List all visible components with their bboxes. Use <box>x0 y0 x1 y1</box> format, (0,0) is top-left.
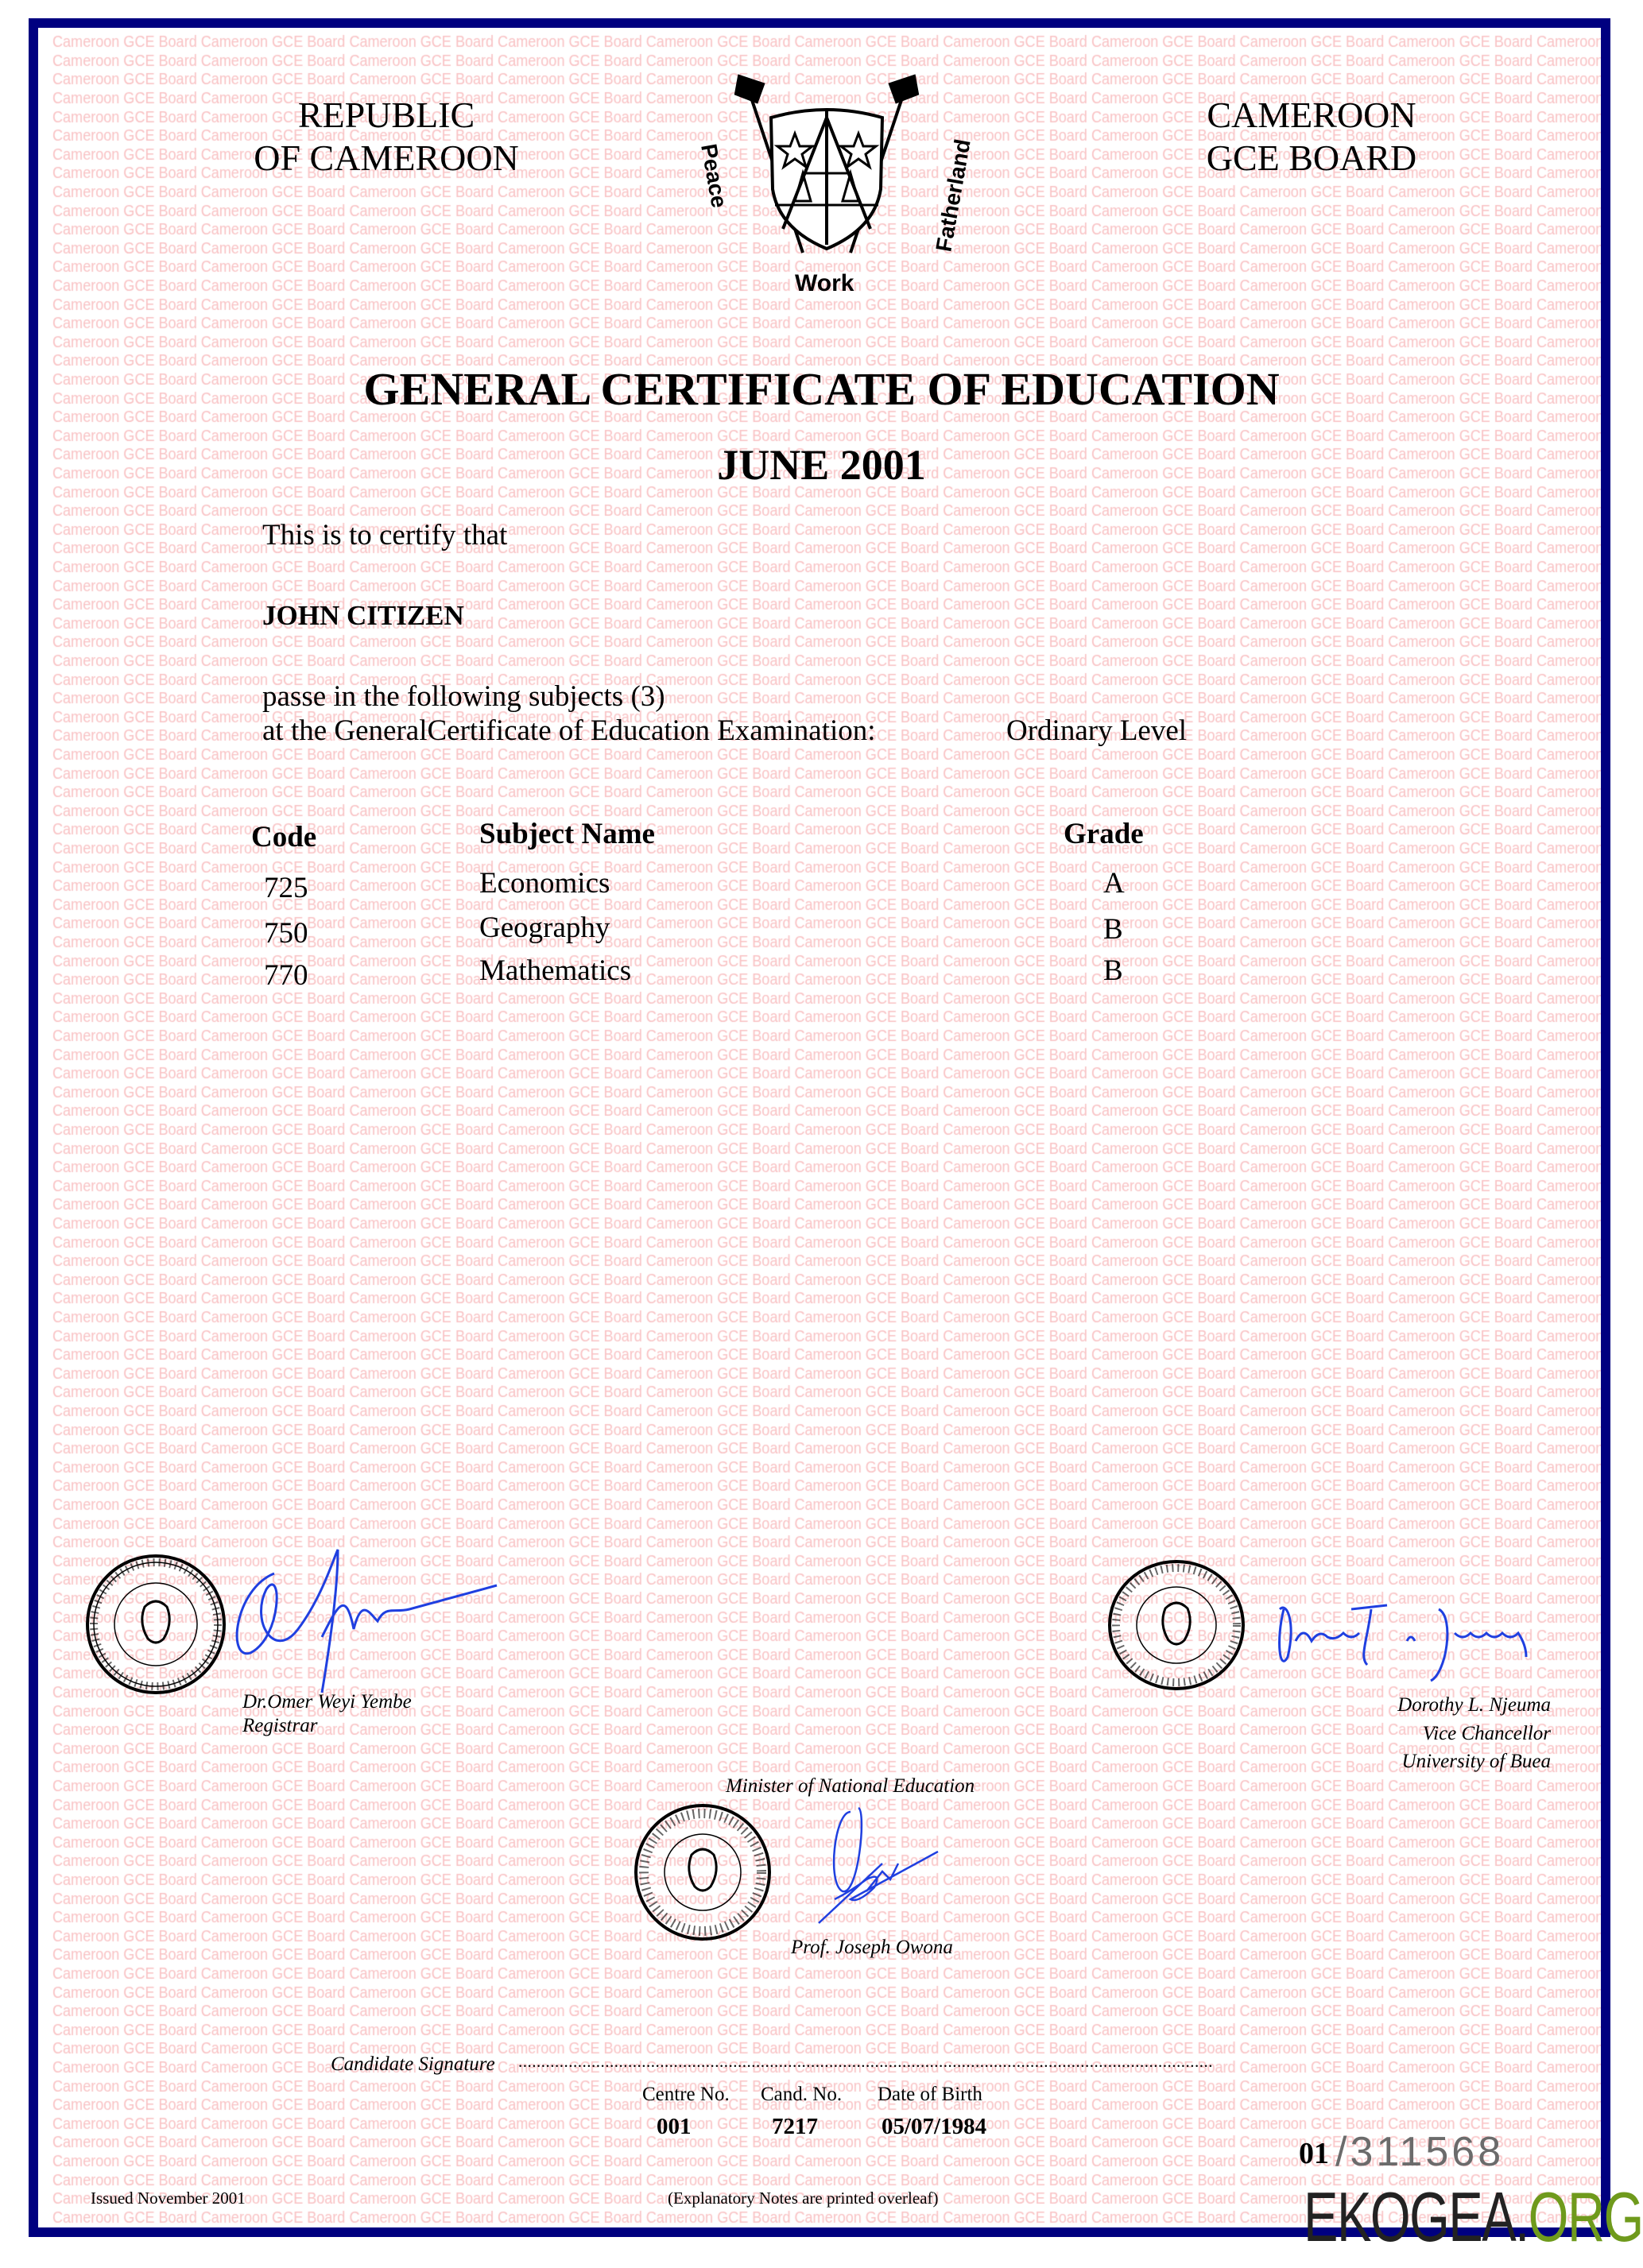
row-grade: A <box>1103 867 1125 900</box>
exam-level: Ordinary Level <box>1006 714 1188 747</box>
certify-text: This is to certify that <box>262 519 508 552</box>
serial-prefix: 01 <box>1299 2137 1329 2170</box>
exam-text: at the GeneralCertificate of Education Examination: <box>262 714 876 747</box>
coat-of-arms-icon <box>684 70 975 300</box>
board-line2: GCE BOARD <box>1206 137 1417 178</box>
registrar-signature-icon <box>227 1542 521 1701</box>
header-code: Code <box>251 821 317 853</box>
issue-date: Issued November 2001 <box>91 2189 246 2208</box>
vice-chancellor-title: Vice Chancellor <box>1422 1723 1551 1744</box>
candidate-signature-line: ........................................................................................................................................................ <box>518 2052 1213 2071</box>
candidate-number: 7217 <box>772 2114 818 2139</box>
row-code: 770 <box>264 959 308 992</box>
certificate-title: GENERAL CERTIFICATE OF EDUCATION <box>363 363 1280 415</box>
cand-label: Cand. No. <box>761 2084 843 2105</box>
row-code: 725 <box>264 872 308 904</box>
registrar-name: Dr.Omer Weyi Yembe <box>242 1691 412 1713</box>
dob-label: Date of Birth <box>878 2084 982 2105</box>
candidate-signature-label: Candidate Signature <box>331 2053 495 2075</box>
registrar-title: Registrar <box>242 1715 318 1736</box>
row-code: 750 <box>264 917 308 950</box>
republic-heading <box>238 94 534 180</box>
header-subject: Subject Name <box>479 818 655 850</box>
minister-signature-icon <box>811 1804 970 1931</box>
row-subject: Geography <box>479 911 610 944</box>
row-grade: B <box>1103 913 1123 946</box>
centre-number: 001 <box>657 2114 692 2139</box>
site-name: EKOGEA. <box>1304 2177 1529 2256</box>
candidate-name: JOHN CITIZEN <box>262 600 464 631</box>
minister-name: Prof. Joseph Owona <box>791 1937 953 1958</box>
passes-text: passe in the following subjects (3) <box>262 680 665 713</box>
date-of-birth: 05/07/1984 <box>882 2114 987 2139</box>
site-watermark-logo <box>1304 2177 1643 2256</box>
minister-title: Minister of National Education <box>726 1775 975 1797</box>
republic-line2: OF CAMEROON <box>254 137 519 178</box>
site-tld: ORG <box>1528 2177 1643 2256</box>
row-subject: Economics <box>479 867 610 900</box>
ministry-seal-icon <box>633 1802 773 1942</box>
board-line1: CAMEROON <box>1207 95 1416 135</box>
header-grade: Grade <box>1064 818 1144 850</box>
vice-chancellor-institution: University of Buea <box>1401 1751 1551 1772</box>
row-subject: Mathematics <box>479 954 632 987</box>
university-seal-icon <box>1105 1558 1248 1693</box>
gce-board-seal-icon <box>83 1551 229 1697</box>
centre-label: Centre No. <box>642 2084 730 2105</box>
motto-peace: Peace <box>696 141 732 210</box>
serial-number: /311568 <box>1335 2129 1505 2175</box>
vice-chancellor-name: Dorothy L. Njeuma <box>1397 1694 1551 1716</box>
exam-session: JUNE 2001 <box>717 441 926 489</box>
row-grade: B <box>1103 954 1123 987</box>
vice-chancellor-signature-icon <box>1272 1593 1566 1689</box>
republic-line1: REPUBLIC <box>297 95 475 135</box>
motto-fatherland: Fatherland <box>931 137 975 254</box>
board-heading <box>1161 94 1463 180</box>
explanatory-note: (Explanatory Notes are printed overleaf) <box>668 2189 939 2208</box>
motto-work: Work <box>795 270 854 296</box>
